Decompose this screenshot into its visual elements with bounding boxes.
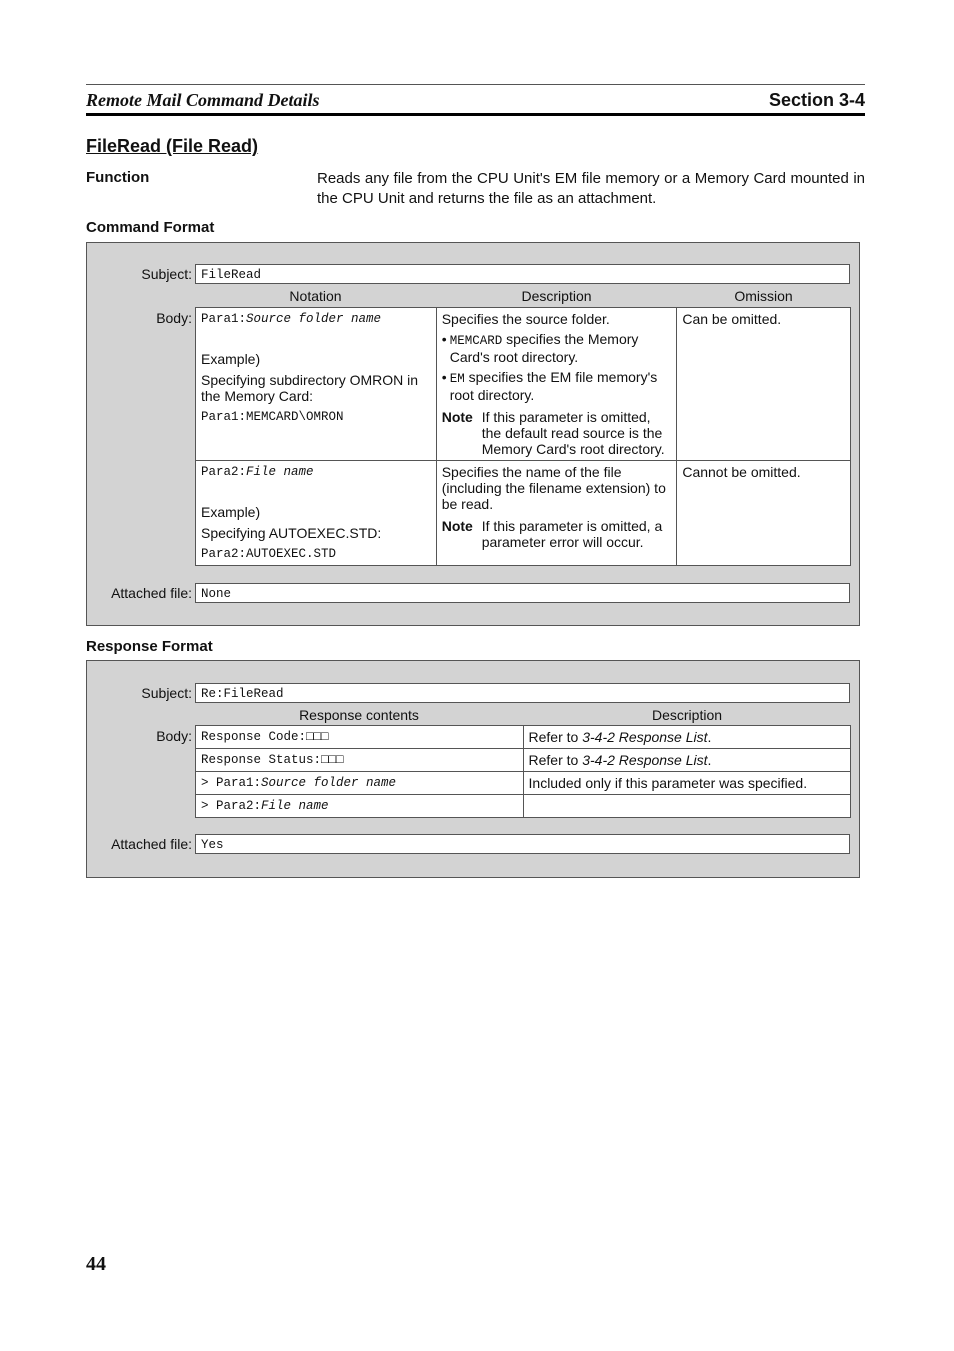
response-attached-label: Attached file: xyxy=(111,836,192,852)
response-description-cell: Included only if this parameter was specified. xyxy=(523,772,850,795)
desc-pre: Refer to xyxy=(528,729,583,745)
desc-post: . xyxy=(707,752,712,768)
command-attached-field xyxy=(195,583,850,603)
param-name: Source folder name xyxy=(261,776,397,790)
list-item xyxy=(442,331,672,365)
desc-post: . xyxy=(707,729,712,745)
description-cell xyxy=(436,461,677,566)
header-top-rule xyxy=(86,84,865,85)
col-omission-header: Omission xyxy=(734,288,793,304)
example-label: Example) xyxy=(201,504,261,520)
response-description-cell xyxy=(523,749,850,772)
note-label: Note xyxy=(441,409,473,425)
table-row xyxy=(196,461,851,566)
col-description-header: Description xyxy=(521,288,592,304)
notation-cell xyxy=(196,461,437,566)
response-attached-field xyxy=(195,834,850,854)
command-subject-value: FileRead xyxy=(201,268,262,282)
example-text: Specifying AUTOEXEC.STD: xyxy=(201,525,382,541)
running-header-title: Remote Mail Command Details xyxy=(86,90,320,110)
desc-pre: Refer to xyxy=(528,752,583,768)
table-row xyxy=(196,795,851,818)
page-number: 44 xyxy=(86,1253,106,1275)
response-description-cell xyxy=(523,726,850,749)
description-intro: Specifies the name of the file (including the filename extension) to be read. xyxy=(441,464,666,512)
description-cell xyxy=(436,308,677,461)
param-prefix: > Para1: xyxy=(201,776,262,790)
response-format-label: Response Format xyxy=(86,638,213,655)
response-body-table xyxy=(195,725,851,818)
col-notation-header: Notation xyxy=(289,288,342,304)
note-text: If this parameter is omitted, the default read source is the Memory Card's root directory. xyxy=(481,409,665,457)
bullet-dot: • xyxy=(441,331,447,347)
omission-cell: Cannot be omitted. xyxy=(677,461,851,566)
command-format-label: Command Format xyxy=(86,219,215,236)
page-title: FileRead (File Read) xyxy=(86,136,259,156)
function-text: Reads any file from the CPU Unit's EM file memory or a Memory Card mounted in the CPU Unit and returns the file as an attachment. xyxy=(317,170,865,207)
description-intro: Specifies the source folder. xyxy=(441,311,610,327)
response-subject-value: Re:FileRead xyxy=(201,687,284,701)
command-format-panel xyxy=(86,242,860,626)
example-code: Para1:MEMCARD\OMRON xyxy=(201,410,344,424)
response-description-cell xyxy=(523,795,850,818)
desc-ref: 3-4-2 Response List xyxy=(582,729,708,745)
table-row xyxy=(196,772,851,795)
param-name: File name xyxy=(246,465,314,479)
response-content-cell: Response Code:□□□ xyxy=(196,726,524,749)
note-label: Note xyxy=(441,518,473,534)
param-prefix: > Para2: xyxy=(201,799,262,813)
command-attached-label: Attached file: xyxy=(111,585,192,601)
col-response-contents-header: Response contents xyxy=(299,707,419,723)
param-prefix: Para1: xyxy=(201,312,247,326)
table-row xyxy=(196,308,851,461)
example-label: Example) xyxy=(201,351,261,367)
bullet-text: specifies the Memory Card's root directory. xyxy=(449,331,639,365)
param-prefix: Para2: xyxy=(201,465,247,479)
response-format-panel xyxy=(86,660,860,878)
desc-ref: 3-4-2 Response List xyxy=(582,752,708,768)
note xyxy=(442,518,672,550)
response-content-cell: Response Status:□□□ xyxy=(196,749,524,772)
command-attached-value: None xyxy=(201,587,232,601)
table-row xyxy=(196,749,851,772)
note-text: If this parameter is omitted, a parameter error will occur. xyxy=(481,518,663,550)
example-text: Specifying subdirectory OMRON in the Memory Card: xyxy=(201,372,419,404)
table-row xyxy=(196,726,851,749)
response-attached-value: Yes xyxy=(201,838,224,852)
param-name: File name xyxy=(261,799,329,813)
response-subject-label: Subject: xyxy=(141,685,192,701)
note xyxy=(442,409,672,457)
function-label: Function xyxy=(86,169,150,186)
param-name: Source folder name xyxy=(246,312,382,326)
notation-cell xyxy=(196,308,437,461)
header-bottom-rule xyxy=(86,113,865,116)
response-body-label: Body: xyxy=(156,728,192,744)
bullet-dot: • xyxy=(441,369,447,385)
bullet-code: MEMCARD xyxy=(449,334,503,348)
command-body-label: Body: xyxy=(156,310,192,326)
response-content-cell xyxy=(196,795,524,818)
col-response-description-header: Description xyxy=(651,707,723,723)
running-header-section: Section 3-4 xyxy=(768,90,865,110)
example-code: Para2:AUTOEXEC.STD xyxy=(201,547,337,561)
command-subject-label: Subject: xyxy=(141,266,192,282)
command-body-table xyxy=(195,307,851,566)
bullet-code: EM xyxy=(449,372,465,386)
bullet-text: specifies the EM file memory's root directory. xyxy=(449,369,658,403)
response-subject-field xyxy=(195,683,850,703)
list-item xyxy=(442,369,672,403)
omission-cell: Can be omitted. xyxy=(677,308,851,461)
command-subject-field xyxy=(195,264,850,284)
response-content-cell xyxy=(196,772,524,795)
